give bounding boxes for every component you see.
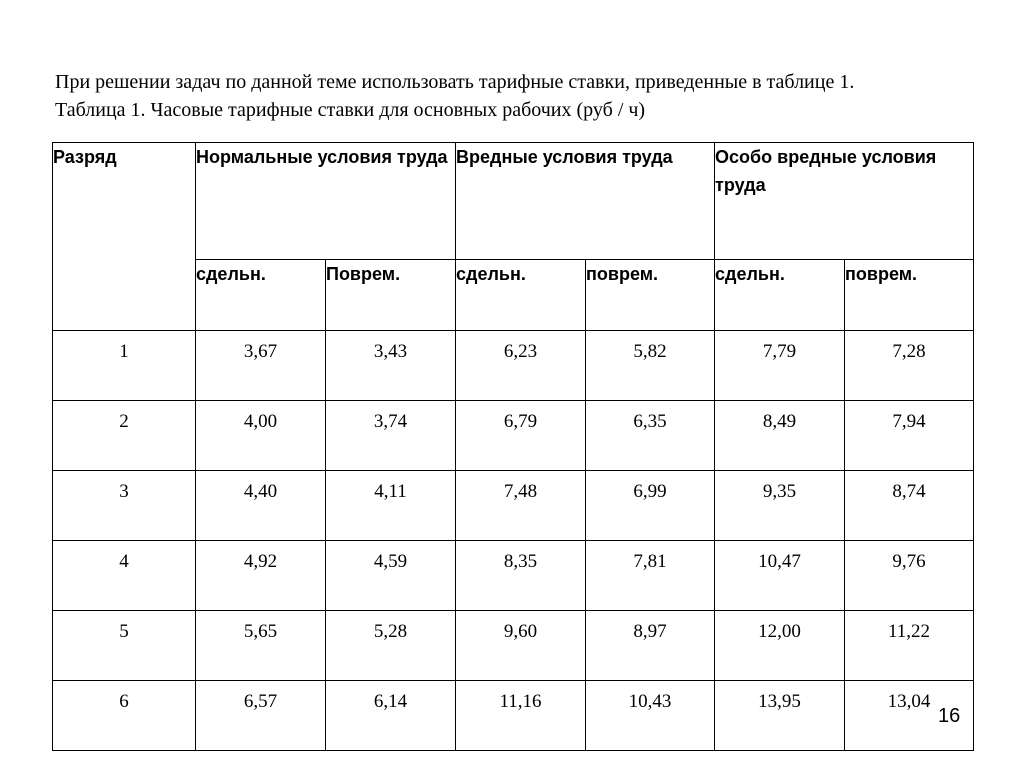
rate-cell: 8,49	[715, 401, 845, 471]
rate-cell: 4,00	[196, 401, 326, 471]
rate-cell: 11,16	[456, 681, 586, 751]
tariff-rates-table	[52, 142, 974, 751]
rate-cell: 3,67	[196, 331, 326, 401]
grade-cell: 6	[53, 681, 196, 751]
subheader-timework: Поврем.	[326, 260, 456, 331]
rate-cell: 6,99	[586, 471, 715, 541]
table-row	[53, 541, 974, 611]
rate-cell: 4,59	[326, 541, 456, 611]
rate-cell: 7,28	[845, 331, 974, 401]
rate-cell: 6,79	[456, 401, 586, 471]
rate-cell: 7,48	[456, 471, 586, 541]
rate-cell: 8,35	[456, 541, 586, 611]
grade-cell: 1	[53, 331, 196, 401]
rate-cell: 3,43	[326, 331, 456, 401]
rate-cell: 6,14	[326, 681, 456, 751]
rate-cell: 6,35	[586, 401, 715, 471]
rate-cell: 4,40	[196, 471, 326, 541]
grade-cell: 4	[53, 541, 196, 611]
table-header-row	[53, 143, 974, 260]
table-row	[53, 681, 974, 751]
rate-cell: 10,43	[586, 681, 715, 751]
rate-cell: 7,94	[845, 401, 974, 471]
grade-cell: 5	[53, 611, 196, 681]
rate-cell: 4,92	[196, 541, 326, 611]
grade-header: Разряд	[53, 143, 196, 331]
very-harmful-conditions-header: Особо вредные условия труда	[715, 143, 974, 260]
rate-cell: 10,47	[715, 541, 845, 611]
rate-cell: 6,57	[196, 681, 326, 751]
rate-cell: 5,28	[326, 611, 456, 681]
subheader-timework: поврем.	[845, 260, 974, 331]
table-row	[53, 471, 974, 541]
rate-cell: 8,97	[586, 611, 715, 681]
subheader-piecework: сдельн.	[715, 260, 845, 331]
rate-cell: 13,04	[845, 681, 974, 751]
table-row	[53, 331, 974, 401]
rate-cell: 5,65	[196, 611, 326, 681]
subheader-timework: поврем.	[586, 260, 715, 331]
rate-cell: 12,00	[715, 611, 845, 681]
rate-cell: 6,23	[456, 331, 586, 401]
rate-cell: 3,74	[326, 401, 456, 471]
rate-cell: 9,35	[715, 471, 845, 541]
subheader-piecework: сдельн.	[456, 260, 586, 331]
rate-cell: 9,60	[456, 611, 586, 681]
rate-cell: 4,11	[326, 471, 456, 541]
rate-cell: 8,74	[845, 471, 974, 541]
table-row	[53, 611, 974, 681]
grade-cell: 3	[53, 471, 196, 541]
normal-conditions-header: Нормальные условия труда	[196, 143, 456, 260]
rate-cell: 7,79	[715, 331, 845, 401]
intro-line: При решении задач по данной теме использовать тарифные ставки, приведенные в таблице 1.	[55, 71, 855, 93]
table-caption: Таблица 1. Часовые тарифные ставки для основных рабочих (руб / ч)	[55, 99, 646, 121]
rate-cell: 9,76	[845, 541, 974, 611]
table-row	[53, 401, 974, 471]
rate-cell: 13,95	[715, 681, 845, 751]
rate-cell: 7,81	[586, 541, 715, 611]
rate-cell: 5,82	[586, 331, 715, 401]
rate-cell: 11,22	[845, 611, 974, 681]
page-number: 16	[938, 705, 961, 727]
harmful-conditions-header: Вредные условия труда	[456, 143, 715, 260]
subheader-piecework: сдельн.	[196, 260, 326, 331]
grade-cell: 2	[53, 401, 196, 471]
intro-text	[55, 68, 854, 124]
